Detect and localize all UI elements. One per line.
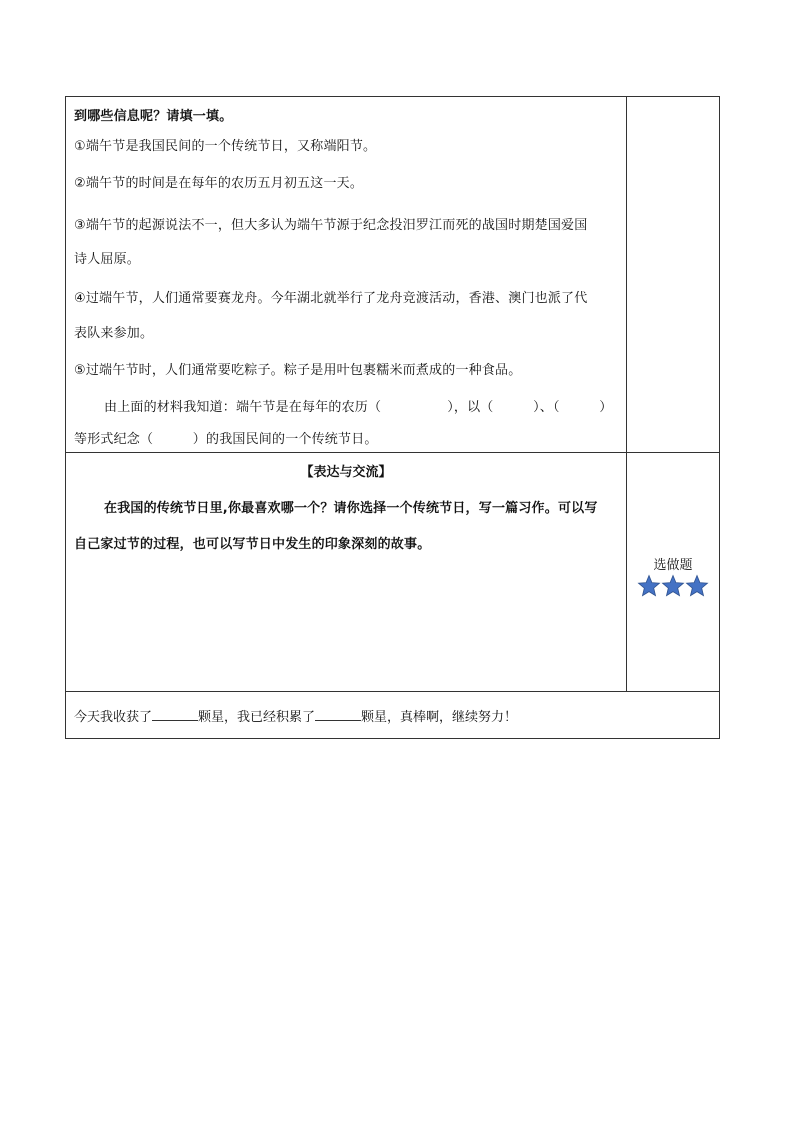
info-prompt: 到哪些信息呢？请填一填。 [74,109,233,124]
info-item-4-line1: ④过端午节，人们通常要赛龙舟。今年湖北就举行了龙舟竞渡活动，香港、澳门也派了代 [74,291,588,306]
summary-part-3: 颗星，真棒啊，继续努力！ [361,710,518,725]
stars-earned-blank[interactable] [152,708,198,721]
info-cell [66,97,627,453]
star-icon [685,574,709,598]
info-item-2: ②端午节的时间是在每年的农历五月初五这一天。 [74,176,364,191]
expression-row [66,453,720,692]
info-item-4-line2: 表队来参加。 [74,326,154,341]
fill-blank-line1: 由上面的材料我知道：端午节是在每年的农历（ ），以（ ）、（ ） [104,400,613,415]
worksheet-table [65,96,720,739]
star-rating [627,574,719,598]
info-row [66,97,720,453]
summary-cell [66,692,720,739]
summary-part-1: 今天我收获了 [74,710,153,725]
expression-prompt-line2: 自己家过节的过程，也可以写节日中发生的印象深刻的故事。 [74,537,431,552]
fill-blank-line2: 等形式纪念（ ）的我国民间的一个传统节日。 [74,432,378,447]
stars-total-blank[interactable] [315,708,361,721]
expression-side-cell [627,453,720,692]
info-item-5: ⑤过端午节时，人们通常要吃粽子。粽子是用叶包裹糯米而煮成的一种食品。 [74,363,522,378]
star-icon [637,574,661,598]
summary-row [66,692,720,739]
summary-text [74,706,517,725]
expression-prompt-line1: 在我国的传统节日里,你最喜欢哪一个？请你选择一个传统节日，写一篇习作。可以写 [104,501,598,516]
summary-part-2: 颗星，我已经积累了 [198,710,316,725]
info-item-3-line1: ③端午节的起源说法不一，但大多认为端午节源于纪念投汨罗江而死的战国时期楚国爱国 [74,218,588,233]
info-item-3-line2: 诗人屈原。 [74,252,141,267]
info-item-1: ①端午节是我国民间的一个传统节日，又称端阳节。 [74,139,377,154]
info-side-cell [627,97,720,453]
expression-cell [66,453,627,692]
star-icon [661,574,685,598]
optional-task-label: 选做题 [653,558,693,573]
expression-title: 【表达与交流】 [300,465,392,480]
